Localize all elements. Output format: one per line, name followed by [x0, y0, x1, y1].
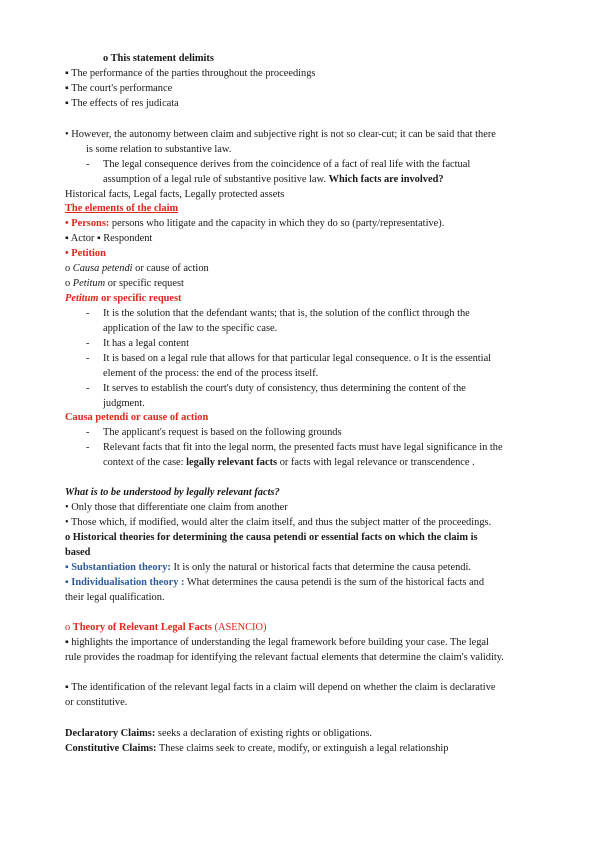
identification-line: ▪ The identification of the relevant legal facts in a claim will depend on whether the claim is declarative	[65, 682, 496, 693]
highlights-line: ▪ highlights the importance of understanding the legal framework before building your case. The legal	[65, 637, 489, 648]
persons-label: • Persons:	[65, 218, 110, 229]
dash-bullet: -	[86, 442, 90, 453]
list-item-cont: application of the law to the specific case.	[103, 323, 278, 334]
dash-bullet: -	[86, 427, 90, 438]
actor-respondent-line: ▪ Actor ▪ Respondent	[65, 233, 153, 244]
legal-consequence-line-cont: assumption of a legal rule of substantive positive law. Which facts are involved?	[103, 174, 444, 185]
dash-bullet: -	[86, 383, 90, 394]
individualisation-theory: ▪ Individualisation theory : What determines the causa petendi is the sum of the historical facts and	[65, 577, 485, 588]
list-item: The applicant's request is based on the following grounds	[103, 427, 342, 438]
list-item: • Those which, if modified, would alter the claim itself, and thus the subject matter of the proceedings.	[65, 517, 492, 528]
dash-bullet: -	[86, 308, 90, 319]
historical-theories-heading: o Historical theories for determining the causa petendi or essential facts on which the claim is	[65, 532, 478, 543]
relevant-facts-question: What is to be understood by legally relevant facts?	[65, 487, 280, 498]
historical-facts-line: Historical facts, Legal facts, Legally protected assets	[65, 189, 285, 200]
identification-line-cont: or constitutive.	[65, 697, 128, 708]
relevant-legal-facts-heading: o Theory of Relevant Legal Facts (ASENCIO)	[65, 622, 267, 633]
historical-theories-heading-cont: based	[65, 547, 91, 558]
list-item: • Only those that differentiate one claim from another	[65, 502, 288, 513]
list-item: It is based on a legal rule that allows for that particular legal consequence. o It is the essential	[103, 353, 492, 364]
declaratory-claims: Declaratory Claims: seeks a declaration of existing rights or obligations.	[65, 728, 373, 739]
autonomy-line: • However, the autonomy between claim and subjective right is not so clear-cut; it can be said that there	[65, 129, 496, 140]
delimits-item: ▪ The performance of the parties throughout the proceedings	[65, 68, 316, 79]
dash-bullet: -	[86, 353, 90, 364]
autonomy-line-cont: is some relation to substantive law.	[86, 144, 232, 155]
list-item: It serves to establish the court's duty of consistency, thus determining the content of the	[103, 383, 466, 394]
dash-bullet: -	[86, 159, 90, 170]
which-facts-question: Which facts are involved?	[328, 174, 444, 185]
dash-bullet: -	[86, 338, 90, 349]
list-item: Relevant facts that fit into the legal norm, the presented facts must have legal significance in the	[103, 442, 503, 453]
declaratory-label: Declaratory Claims:	[65, 728, 156, 739]
constitutive-claims: Constitutive Claims: These claims seek to create, modify, or extinguish a legal relationship	[65, 743, 449, 754]
highlights-line-cont: rule provides the roadmap for identifying the relevant factual elements that determine the claim's validity.	[65, 652, 504, 663]
list-item-cont: context of the case: legally relevant facts or facts with legal relevance or transcendence .	[103, 457, 475, 468]
petitum-title: Petitum or specific request	[65, 293, 182, 304]
list-item-cont: element of the process: the end of the process itself.	[103, 368, 319, 379]
persons-line: • Persons: persons who litigate and the capacity in which they do so (party/representative).	[65, 218, 445, 229]
delimits-item: ▪ The court's performance	[65, 83, 173, 94]
petitum-line: o Petitum or specific request	[65, 278, 184, 289]
elements-title: The elements of the claim	[65, 203, 179, 214]
individualisation-theory-cont: their legal qualification.	[65, 592, 165, 603]
list-item: It is the solution that the defendant wants; that is, the solution of the conflict through the	[103, 308, 470, 319]
list-item: It has a legal content	[103, 338, 189, 349]
delimits-item: ▪ The effects of res judicata	[65, 98, 179, 109]
substantiation-theory: ▪ Substantiation theory: It is only the natural or historical facts that determine the causa petendi.	[65, 562, 471, 573]
individualisation-label: ▪ Individualisation theory :	[65, 577, 185, 588]
legal-consequence-line: The legal consequence derives from the coincidence of a fact of real life with the factual	[103, 159, 471, 170]
causa-line: o Causa petendi or cause of action	[65, 263, 209, 274]
causa-title: Causa petendi or cause of action	[65, 412, 209, 423]
heading-delimits: o This statement delimits	[103, 53, 214, 64]
petition-label: • Petition	[65, 248, 106, 259]
list-item-cont: judgment.	[103, 398, 145, 409]
constitutive-label: Constitutive Claims:	[65, 743, 157, 754]
substantiation-label: ▪ Substantiation theory:	[65, 562, 171, 573]
